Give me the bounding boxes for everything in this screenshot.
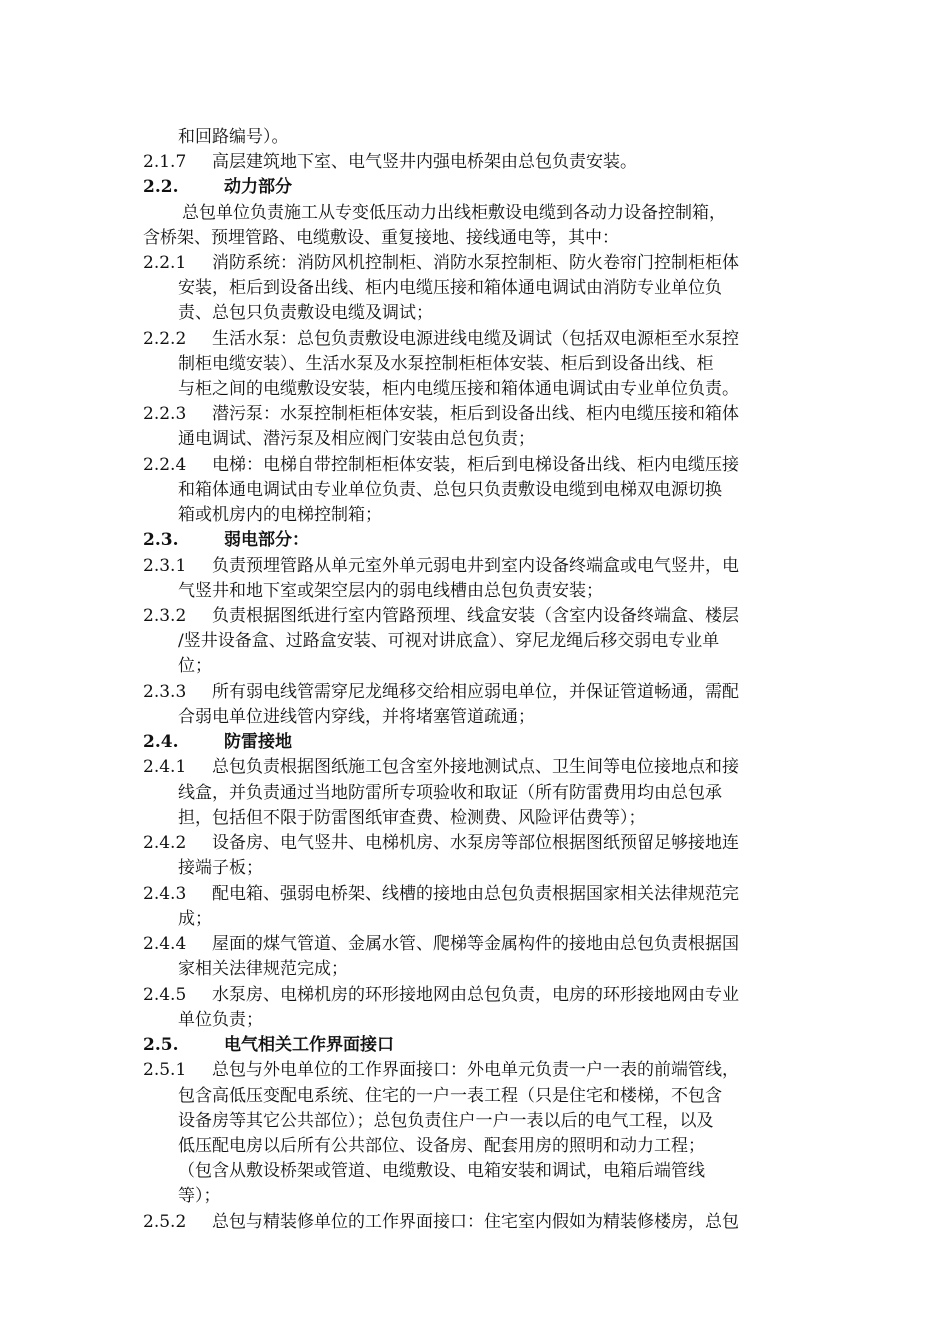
text-line: 家相关法律规范完成； [178,959,348,979]
clause-number: 2.5.2 [143,1212,187,1232]
clause-number: 2.2.1 [143,253,187,273]
text-line: 通电调试、潜污泵及相应阀门安装由总包负责； [178,429,535,449]
section-heading: 弱电部分： [224,530,309,550]
text-line: 含桥架、预埋管路、电缆敷设、重复接地、接线通电等，其中： [143,228,619,248]
text-line: 总包与精装修单位的工作界面接口：住宅室内假如为精装修楼房，总包 [212,1212,739,1232]
clause-number: 2.4.1 [143,757,187,777]
section-number: 2.3. [143,530,179,550]
section-number: 2.4. [143,732,179,752]
section-heading: 动力部分 [224,177,292,197]
text-line: 生活水泵：总包负责敷设电源进线电缆及调试（包括双电源柜至水泵控 [212,329,739,349]
text-line: 线盒，并负责通过当地防雷所专项验收和取证（所有防雷费用均由总包承 [178,783,722,803]
text-line: 消防系统：消防风机控制柜、消防水泵控制柜、防火卷帘门控制柜柜体 [212,253,739,273]
clause-number: 2.1.7 [143,152,187,172]
clause-number: 2.3.2 [143,606,187,626]
text-line: 接端子板； [178,858,263,878]
clause-number: 2.4.5 [143,985,187,1005]
clause-number: 2.3.1 [143,556,187,576]
clause-number: 2.2.2 [143,329,187,349]
text-line: 负责根据图纸进行室内管路预埋、线盒安装（含室内设备终端盒、楼层 [212,606,739,626]
text-line: 位； [178,656,212,676]
text-line: 配电箱、强弱电桥架、线槽的接地由总包负责根据国家相关法律规范完 [212,884,739,904]
text-line: 高层建筑地下室、电气竖井内强电桥架由总包负责安装。 [212,152,637,172]
text-line: 水泵房、电梯机房的环形接地网由总包负责，电房的环形接地网由专业 [212,985,739,1005]
text-line: 电梯：电梯自带控制柜柜体安装，柜后到电梯设备出线、柜内电缆压接 [212,455,739,475]
text-line: 和回路编号）。 [178,127,289,147]
text-line: 总包单位负责施工从专变低压动力出线柜敷设电缆到各动力设备控制箱， [182,203,726,223]
text-line: 制柜电缆安装）、生活水泵及水泵控制柜柜体安装、柜后到设备出线、柜 [178,354,714,374]
section-heading: 电气相关工作界面接口 [224,1035,394,1055]
text-line: 担，包括但不限于防雷图纸审查费、检测费、风险评估费等）； [178,808,646,828]
clause-number: 2.3.3 [143,682,187,702]
text-line: 箱或机房内的电梯控制箱； [178,505,382,525]
text-line: 总包负责根据图纸施工包含室外接地测试点、卫生间等电位接地点和接 [212,757,739,777]
text-line: 低压配电房以后所有公共部位、设备房、配套用房的照明和动力工程； [178,1136,705,1156]
clause-number: 2.4.4 [143,934,187,954]
text-line: （包含从敷设桥架或管道、电缆敷设、电箱安装和调试，电箱后端管线 [178,1161,705,1181]
text-line: 和箱体通电调试由专业单位负责、总包只负责敷设电缆到电梯双电源切换 [178,480,722,500]
clause-number: 2.2.3 [143,404,187,424]
text-line: 所有弱电线管需穿尼龙绳移交给相应弱电单位，并保证管道畅通，需配 [212,682,739,702]
text-line: 单位负责； [178,1010,263,1030]
text-line: 潜污泵：水泵控制柜柜体安装，柜后到设备出线、柜内电缆压接和箱体 [212,404,739,424]
clause-number: 2.4.2 [143,833,187,853]
text-line: 设备房、电气竖井、电梯机房、水泵房等部位根据图纸预留足够接地连 [212,833,739,853]
text-line: 责、总包只负责敷设电缆及调试； [178,303,433,323]
text-line: 气竖井和地下室或架空层内的弱电线槽由总包负责安装； [178,581,603,601]
clause-number: 2.2.4 [143,455,187,475]
text-line: /竖井设备盒、过路盒安装、可视对讲底盒）、穿尼龙绳后移交弱电专业单 [178,631,720,651]
text-line: 屋面的煤气管道、金属水管、爬梯等金属构件的接地由总包负责根据国 [212,934,739,954]
text-line: 等）； [178,1186,221,1206]
clause-number: 2.5.1 [143,1060,187,1080]
text-line: 设备房等其它公共部位）；总包负责住户一户一表以后的电气工程，以及 [178,1111,714,1131]
section-number: 2.2. [143,177,179,197]
text-line: 合弱电单位进线管内穿线，并将堵塞管道疏通； [178,707,535,727]
text-line: 安装，柜后到设备出线、柜内电缆压接和箱体通电调试由消防专业单位负 [178,278,722,298]
text-line: 包含高低压变配电系统、住宅的一户一表工程（只是住宅和楼梯，不包含 [178,1086,722,1106]
text-line: 成； [178,909,212,929]
section-number: 2.5. [143,1035,179,1055]
text-line: 总包与外电单位的工作界面接口：外电单元负责一户一表的前端管线， [212,1060,739,1080]
text-line: 与柜之间的电缆敷设安装，柜内电缆压接和箱体通电调试由专业单位负责。 [178,379,739,399]
section-heading: 防雷接地 [224,732,292,752]
clause-number: 2.4.3 [143,884,187,904]
text-line: 负责预埋管路从单元室外单元弱电井到室内设备终端盒或电气竖井，电 [212,556,739,576]
